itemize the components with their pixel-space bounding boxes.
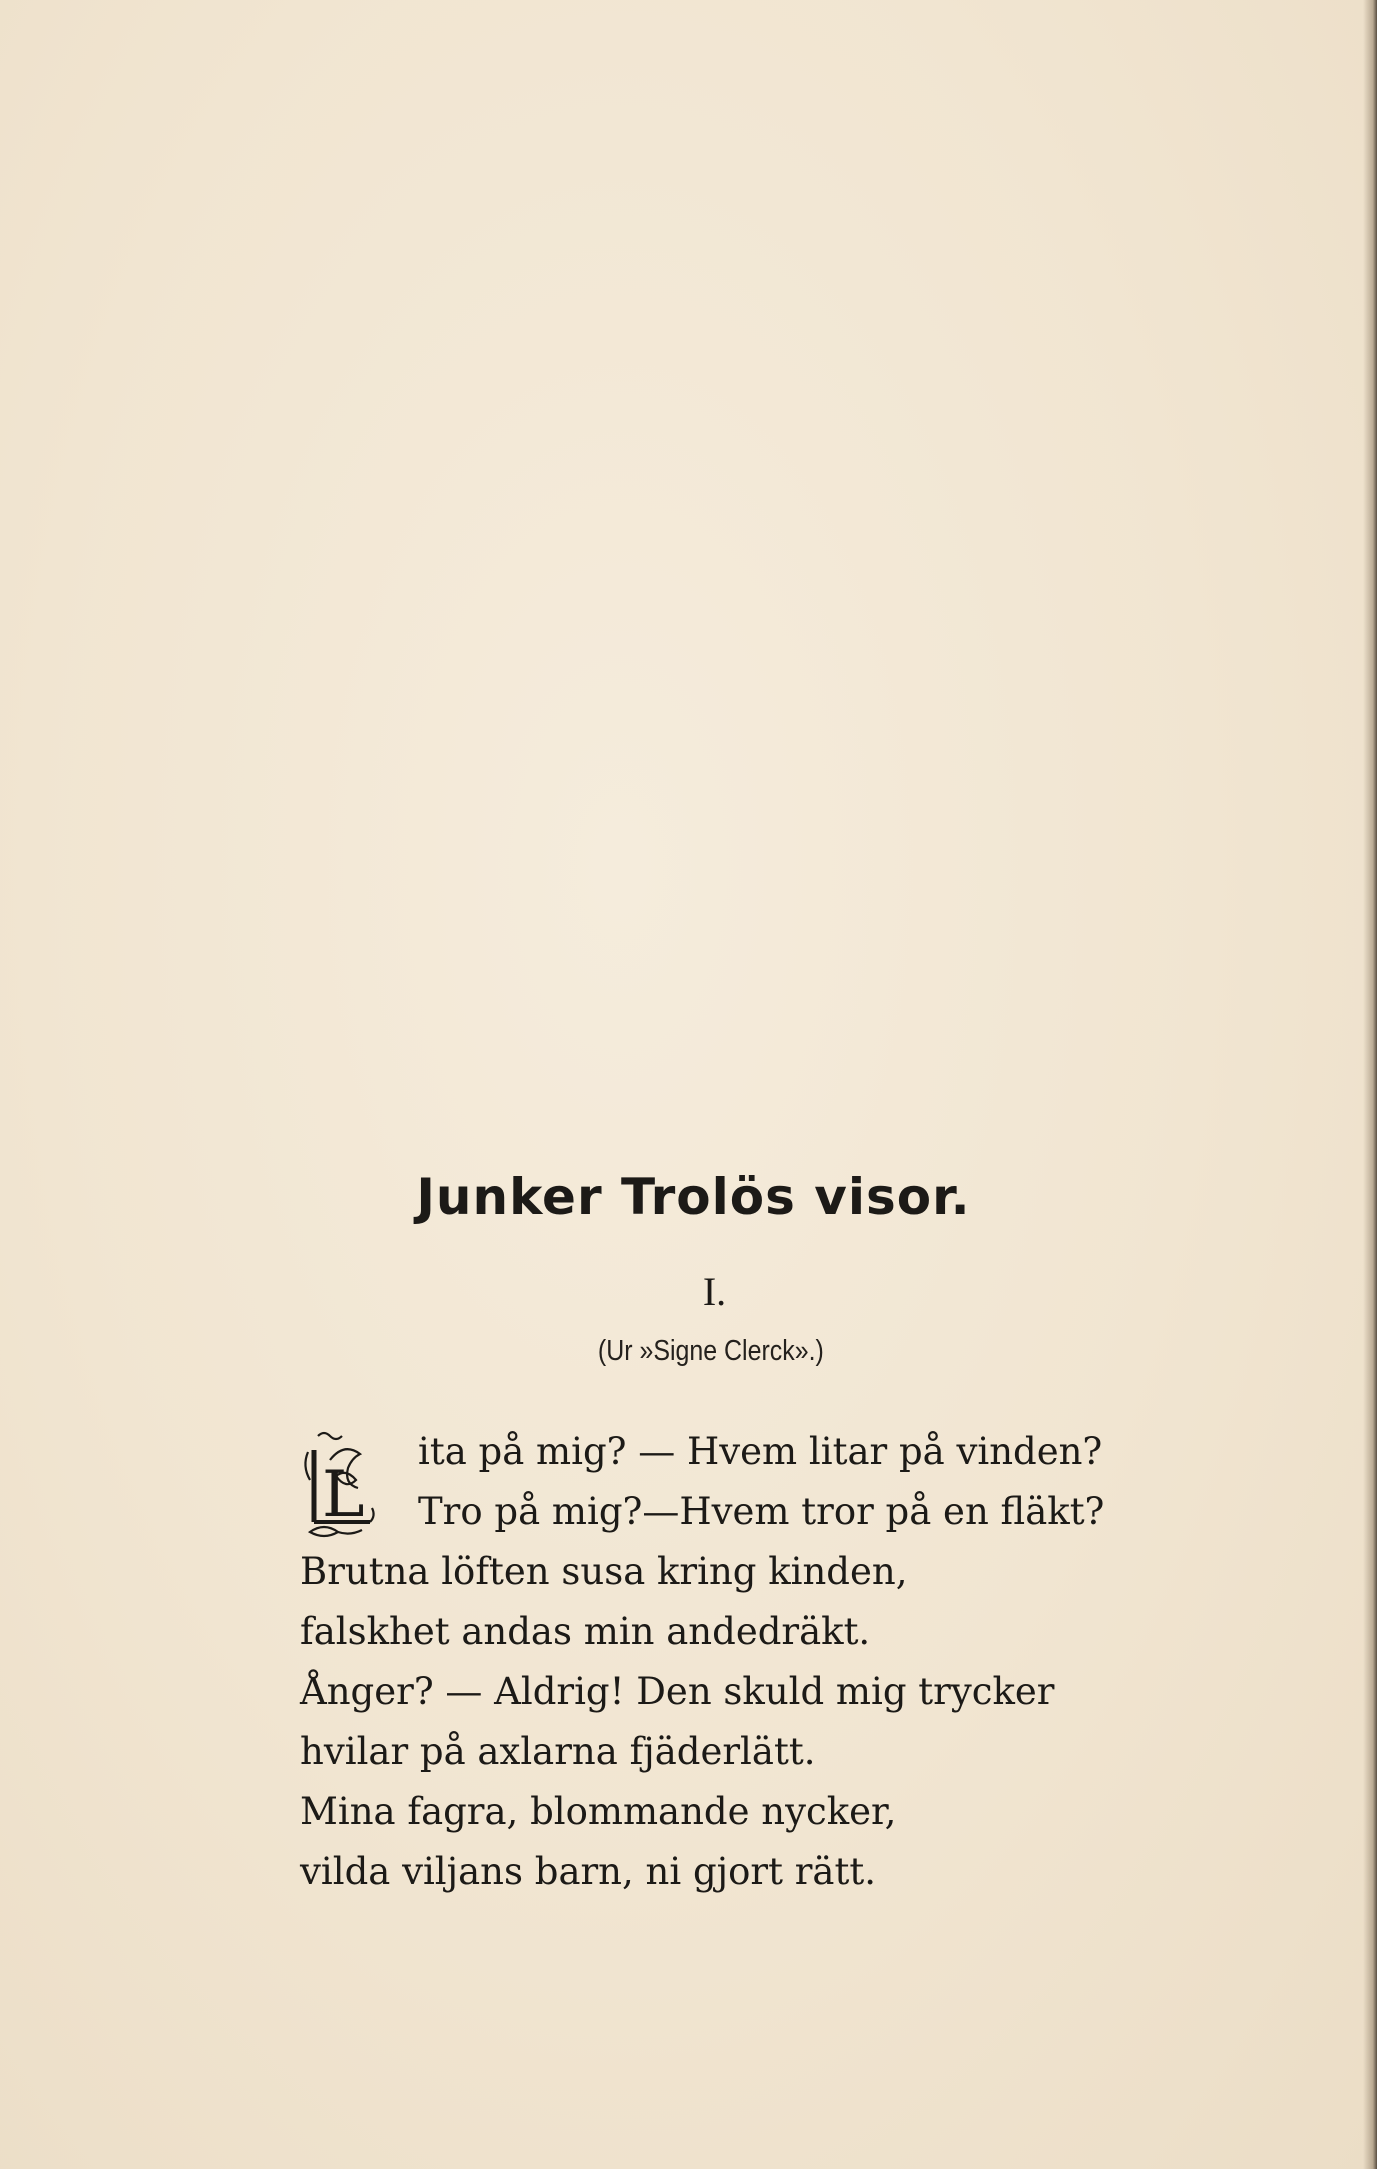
poem-line: Mina fagra, blommande nycker, (300, 1790, 897, 1833)
section-numeral: I. (702, 1269, 727, 1314)
poem-line: Brutna löften susa kring kinden, (300, 1550, 908, 1593)
dropcap-letter: L (322, 1458, 365, 1532)
poem-line: hvilar på axlarna fjäderlätt. (300, 1730, 816, 1773)
poem-line: ita på mig? — Hvem litar på vinden? (418, 1430, 1103, 1473)
poem-body (300, 1422, 1220, 1902)
poem-title: Junker Trolös visor. (416, 1168, 971, 1226)
poem-line: falskhet andas min andedräkt. (300, 1610, 871, 1653)
page-edge-shadow (1363, 0, 1377, 2169)
source-note: (Ur »Signe Clerck».) (597, 1335, 824, 1367)
poem-line: Ånger? — Aldrig! Den skuld mig trycker (300, 1670, 1055, 1713)
poem-line: vilda viljans barn, ni gjort rätt. (300, 1850, 876, 1893)
poem-line: Tro på mig?—Hvem tror på en fläkt? (418, 1490, 1105, 1533)
